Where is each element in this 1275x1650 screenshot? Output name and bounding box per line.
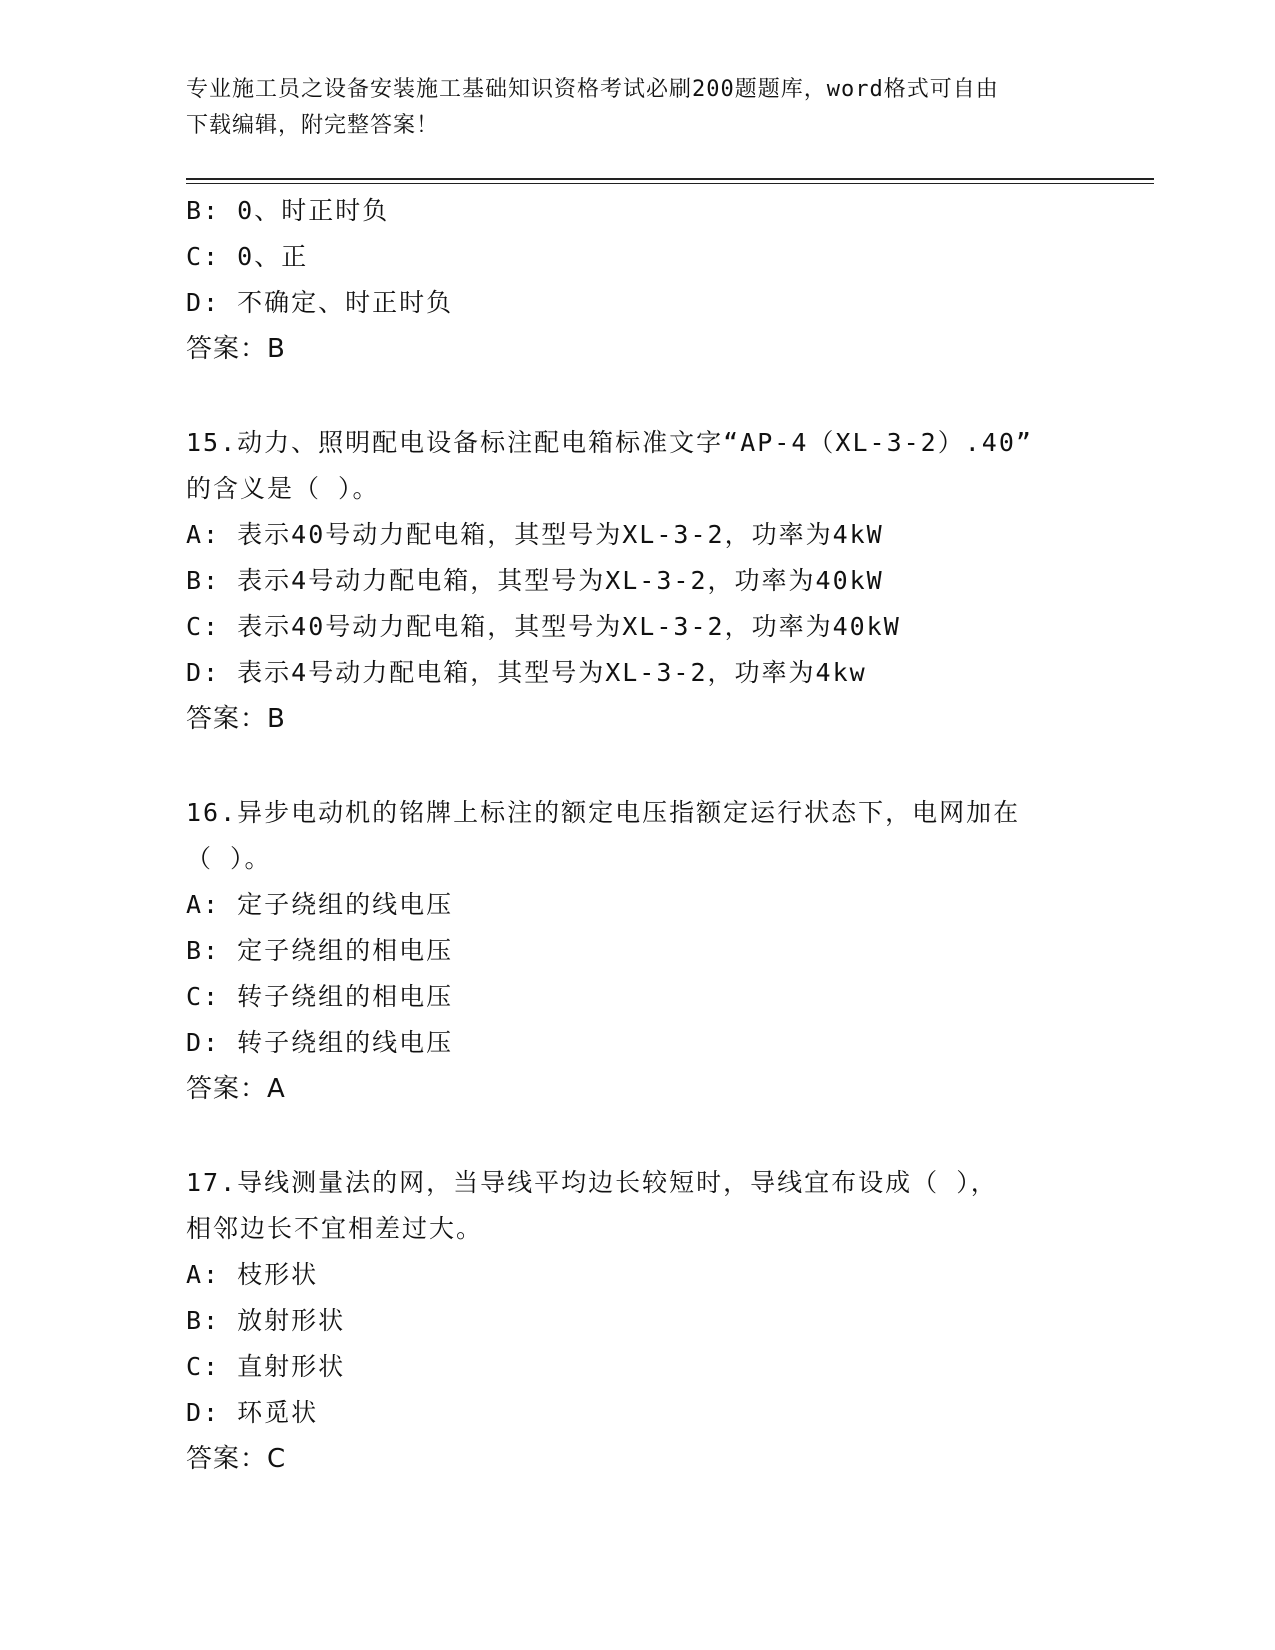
header-line-2: 下载编辑，附完整答案！ <box>186 113 440 138</box>
question-15 <box>186 420 1086 742</box>
answer-line: 答案：B <box>186 334 286 364</box>
answer-line: 答案：B <box>186 704 286 734</box>
question-text-line-1: 16.异步电动机的铭牌上标注的额定电压指额定运行状态下，电网加在 <box>186 798 1021 827</box>
option-a: A: 表示40号动力配电箱，其型号为XL-3-2，功率为4kW <box>186 520 884 549</box>
question-text-line-2: 相邻边长不宜相差过大。 <box>186 1214 484 1243</box>
document-body <box>186 188 1086 1482</box>
document-header <box>186 72 1086 144</box>
option-a: A: 定子绕组的线电压 <box>186 890 454 919</box>
option-a: A: 枝形状 <box>186 1260 319 1289</box>
option-d: D: 不确定、时正时负 <box>186 288 454 317</box>
option-d: D: 表示4号动力配电箱，其型号为XL-3-2，功率为4kw <box>186 658 867 687</box>
question-text-line-2: （ ）。 <box>186 844 272 873</box>
option-b: B: 放射形状 <box>186 1306 346 1335</box>
header-divider-thin <box>186 183 1154 184</box>
question-text-line-1: 17.导线测量法的网，当导线平均边长较短时，导线宜布设成（ ）， <box>186 1168 998 1197</box>
question-17 <box>186 1160 1086 1482</box>
question-text-line-1: 15.动力、照明配电设备标注配电箱标准文字“AP-4（XL-3-2）.40” <box>186 428 1033 457</box>
option-c: C: 表示40号动力配电箱，其型号为XL-3-2，功率为40kW <box>186 612 901 641</box>
question-text-line-2: 的含义是（ ）。 <box>186 474 380 503</box>
option-c: C: 0、正 <box>186 242 309 271</box>
option-b: B: 0、时正时负 <box>186 196 390 225</box>
option-b: B: 表示4号动力配电箱，其型号为XL-3-2，功率为40kW <box>186 566 884 595</box>
answer-line: 答案：A <box>186 1074 286 1104</box>
question-fragment <box>186 188 1086 372</box>
option-c: C: 转子绕组的相电压 <box>186 982 454 1011</box>
option-b: B: 定子绕组的相电压 <box>186 936 454 965</box>
option-c: C: 直射形状 <box>186 1352 346 1381</box>
option-d: D: 环觅状 <box>186 1398 319 1427</box>
question-16 <box>186 790 1086 1112</box>
header-line-1: 专业施工员之设备安装施工基础知识资格考试必刷200题题库，word格式可自由 <box>186 77 999 102</box>
option-d: D: 转子绕组的线电压 <box>186 1028 454 1057</box>
header-divider-thick <box>186 178 1154 180</box>
answer-line: 答案：C <box>186 1444 287 1474</box>
